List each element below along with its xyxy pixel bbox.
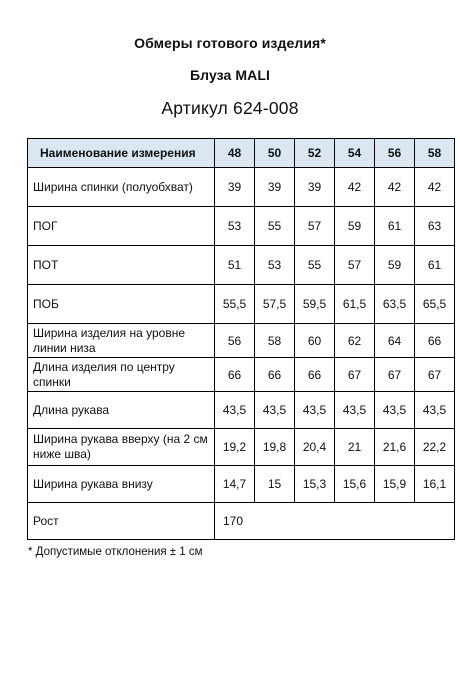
- column-header-size: 54: [335, 139, 375, 168]
- measurement-label: Ширина спинки (полуобхват): [28, 168, 215, 207]
- measurement-value: 67: [375, 358, 415, 392]
- measurement-value: 42: [375, 168, 415, 207]
- table-row: [28, 324, 455, 358]
- measurement-value: 15,6: [335, 466, 375, 503]
- measurement-value: 57: [335, 246, 375, 285]
- column-header-name: Наименование измерения: [28, 139, 215, 168]
- measurement-label: Длина рукава: [28, 392, 215, 429]
- measurement-value: 21,6: [375, 429, 415, 466]
- measurement-label: Ширина рукава внизу: [28, 466, 215, 503]
- column-header-size: 58: [415, 139, 455, 168]
- measurement-value: 57,5: [255, 285, 295, 324]
- measurement-label: ПОТ: [28, 246, 215, 285]
- measurement-value: 66: [255, 358, 295, 392]
- measurement-label: Длина изделия по центру спинки: [28, 358, 215, 392]
- height-row: [28, 503, 455, 540]
- table-row: [28, 285, 455, 324]
- measurement-value: 21: [335, 429, 375, 466]
- measurement-value: 58: [255, 324, 295, 358]
- table-row: [28, 207, 455, 246]
- measurement-value: 67: [335, 358, 375, 392]
- measurement-value: 61: [375, 207, 415, 246]
- measurement-value: 57: [295, 207, 335, 246]
- measurement-value: 42: [415, 168, 455, 207]
- column-header-size: 48: [215, 139, 255, 168]
- measurement-value: 55,5: [215, 285, 255, 324]
- measurement-value: 14,7: [215, 466, 255, 503]
- tolerance-footnote: * Допустимые отклонения ± 1 см: [28, 546, 203, 558]
- product-name: Блуза MALI: [189, 67, 271, 83]
- measurement-value: 67: [415, 358, 455, 392]
- table-header-row: [28, 139, 455, 168]
- measurement-value: 60: [295, 324, 335, 358]
- measurement-value: 19,8: [255, 429, 295, 466]
- measurement-value: 43,5: [215, 392, 255, 429]
- table-row: [28, 168, 455, 207]
- measurement-value: 22,2: [415, 429, 455, 466]
- measurement-value: 39: [215, 168, 255, 207]
- measurement-value: 42: [335, 168, 375, 207]
- measurement-value: 43,5: [375, 392, 415, 429]
- measurement-label: ПОБ: [28, 285, 215, 324]
- measurement-value: 62: [335, 324, 375, 358]
- measurement-value: 15,9: [375, 466, 415, 503]
- measurement-value: 63: [415, 207, 455, 246]
- measurement-value: 15,3: [295, 466, 335, 503]
- column-header-size: 56: [375, 139, 415, 168]
- height-label: Рост: [28, 503, 215, 540]
- measurement-value: 66: [295, 358, 335, 392]
- measurements-table: [27, 138, 455, 540]
- measurement-value: 39: [255, 168, 295, 207]
- table-row: [28, 466, 455, 503]
- height-value: 170: [215, 503, 455, 540]
- measurement-value: 55: [295, 246, 335, 285]
- measurement-label: Ширина рукава вверху (на 2 см ниже шва): [28, 429, 215, 466]
- document-title: Обмеры готового изделия*: [134, 35, 326, 51]
- measurement-value: 43,5: [295, 392, 335, 429]
- measurement-value: 59,5: [295, 285, 335, 324]
- table-row: [28, 358, 455, 392]
- measurement-value: 64: [375, 324, 415, 358]
- measurement-value: 53: [215, 207, 255, 246]
- measurement-value: 66: [415, 324, 455, 358]
- table-row: [28, 392, 455, 429]
- column-header-size: 50: [255, 139, 295, 168]
- table-row: [28, 246, 455, 285]
- measurement-value: 65,5: [415, 285, 455, 324]
- measurement-label: ПОГ: [28, 207, 215, 246]
- measurement-value: 20,4: [295, 429, 335, 466]
- measurement-value: 63,5: [375, 285, 415, 324]
- measurement-value: 66: [215, 358, 255, 392]
- measurement-value: 55: [255, 207, 295, 246]
- measurement-value: 59: [375, 246, 415, 285]
- measurement-value: 43,5: [415, 392, 455, 429]
- measurement-value: 56: [215, 324, 255, 358]
- column-header-size: 52: [295, 139, 335, 168]
- measurement-value: 19,2: [215, 429, 255, 466]
- measurement-value: 15: [255, 466, 295, 503]
- measurement-value: 39: [295, 168, 335, 207]
- measurement-value: 43,5: [255, 392, 295, 429]
- measurement-value: 61,5: [335, 285, 375, 324]
- measurement-value: 59: [335, 207, 375, 246]
- measurement-label: Ширина изделия на уровне линии низа: [28, 324, 215, 358]
- table-row: [28, 429, 455, 466]
- measurement-value: 16,1: [415, 466, 455, 503]
- measurement-value: 53: [255, 246, 295, 285]
- measurement-value: 51: [215, 246, 255, 285]
- measurement-value: 43,5: [335, 392, 375, 429]
- article-number: Артикул 624-008: [161, 98, 299, 118]
- measurement-value: 61: [415, 246, 455, 285]
